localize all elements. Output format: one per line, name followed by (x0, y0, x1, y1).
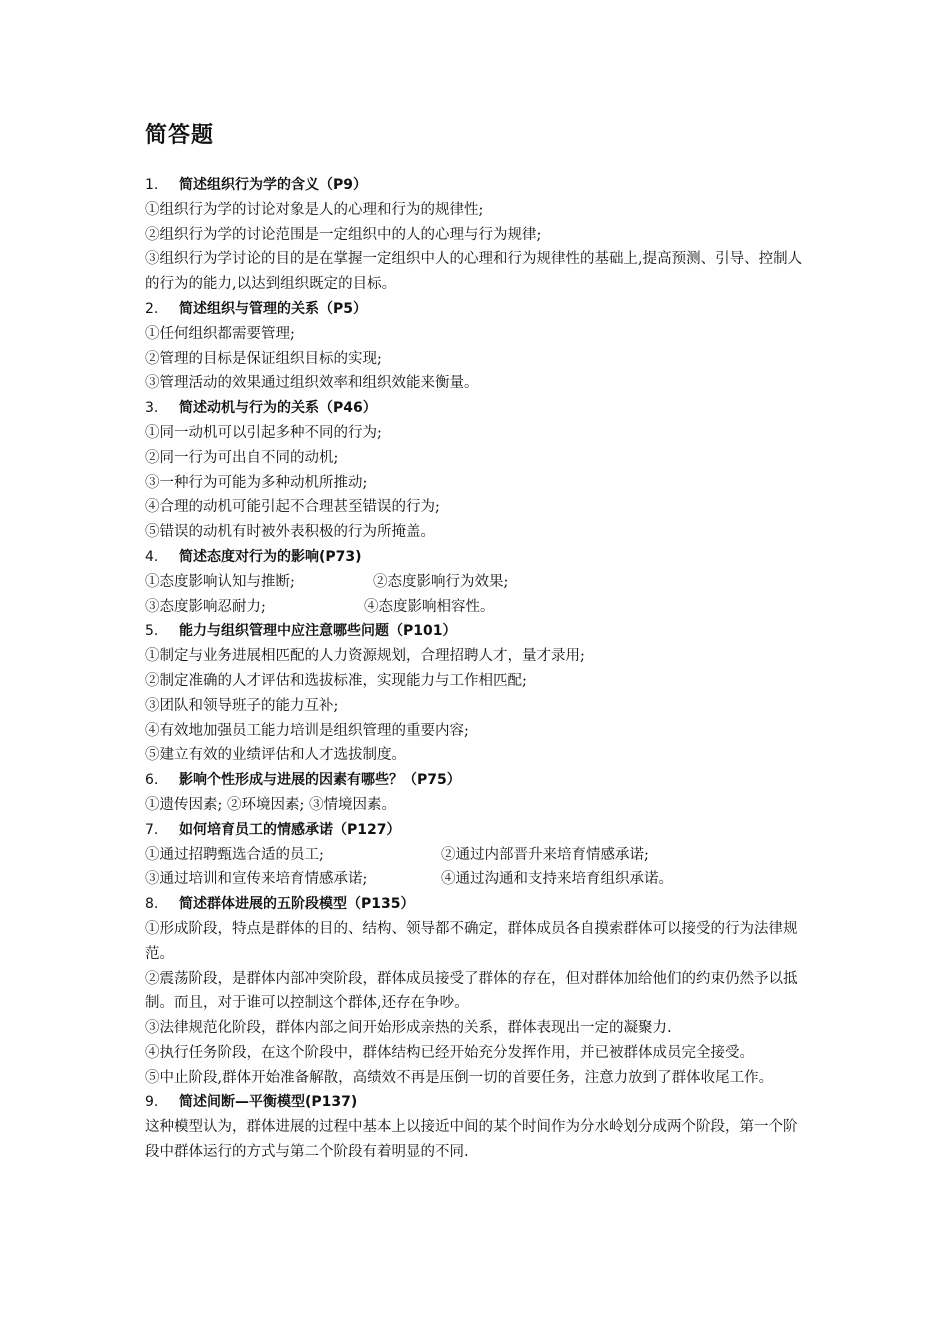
question-heading (145, 396, 810, 421)
question-title: 简述动机与行为的关系（P46） (179, 400, 377, 417)
answer-row (145, 595, 810, 620)
answer-line: ②管理的目标是保证组织目标的实现; (145, 350, 382, 367)
answer-line: ②制定准确的人才评估和选拔标准，实现能力与工作相匹配; (145, 672, 527, 689)
question-heading (145, 545, 810, 570)
answer-line: ①遗传因素; ②环境因素; ③情境因素。 (145, 796, 396, 813)
answer-line: ①制定与业务进展相匹配的人力资源规划，合理招聘人才，量才录用; (145, 648, 585, 665)
question-title: 简述间断—平衡模型(P137) (179, 1094, 358, 1111)
question-number: 5. (145, 623, 159, 640)
answer-cell: ②通过内部晋升来培育情感承诺; (441, 846, 649, 863)
answer-line: ①同一动机可以引起多种不同的行为; (145, 424, 382, 441)
question-heading (145, 892, 810, 917)
question-number: 4. (145, 548, 159, 565)
question-4 (145, 545, 810, 619)
answer-cell: ④态度影响相容性。 (364, 598, 495, 615)
answer-line: ④执行任务阶段，在这个阶段中，群体结构已经开始充分发挥作用，并已被群体成员完全接受。 (145, 1044, 754, 1061)
question-title: 简述群体进展的五阶段模型（P135） (179, 896, 415, 913)
answer-cell: ③通过培训和宣传来培育情感承诺; (145, 871, 368, 888)
question-title: 如何培育员工的情感承诺（P127） (179, 821, 401, 838)
question-number: 6. (145, 772, 159, 789)
answer-line: ③组织行为学讨论的目的是在掌握一定组织中人的心理和行为规律性的基础上,提高预测、引导、控制人的行为的能力,以达到组织既定的目标。 (145, 251, 803, 293)
question-9 (145, 1090, 810, 1164)
answer-cell: ②态度影响行为效果; (373, 573, 509, 590)
question-5 (145, 619, 810, 768)
question-heading (145, 1090, 810, 1115)
question-heading (145, 173, 810, 198)
question-title: 简述态度对行为的影响(P73) (179, 548, 362, 565)
question-number: 7. (145, 821, 159, 838)
answer-line: 这种模型认为，群体进展的过程中基本上以接近中间的某个时间作为分水岭划分成两个阶段，第一个阶段中群体运行的方式与第二个阶段有着明显的不同. (145, 1119, 798, 1161)
question-number: 2. (145, 300, 159, 317)
question-8 (145, 892, 810, 1090)
answer-line: ②同一行为可出自不同的动机; (145, 449, 339, 466)
answer-cell: ①通过招聘甄选合适的员工; (145, 846, 324, 863)
question-1 (145, 173, 810, 297)
answer-row (145, 867, 810, 892)
answer-line: ②组织行为学的讨论范围是一定组织中的人的心理与行为规律; (145, 226, 542, 243)
answer-cell: ④通过沟通和支持来培育组织承诺。 (441, 871, 673, 888)
question-number: 9. (145, 1094, 159, 1111)
answer-line: ③法律规范化阶段，群体内部之间开始形成亲热的关系，群体表现出一定的凝聚力. (145, 1020, 672, 1037)
answer-row (145, 570, 810, 595)
answer-line: ⑤中止阶段,群体开始准备解散，高绩效不再是压倒一切的首要任务，注意力放到了群体收尾工作。 (145, 1069, 774, 1086)
answer-line: ①形成阶段，特点是群体的目的、结构、领导都不确定，群体成员各自摸索群体可以接受的行为法律规范。 (145, 920, 798, 962)
question-3 (145, 396, 810, 545)
answer-cell: ①态度影响认知与推断; (145, 573, 295, 590)
answer-line: ③团队和领导班子的能力互补; (145, 697, 339, 714)
answer-line: ④有效地加强员工能力培训是组织管理的重要内容; (145, 722, 469, 739)
question-2 (145, 297, 810, 396)
question-heading (145, 818, 810, 843)
question-7 (145, 818, 810, 892)
answer-row (145, 843, 810, 868)
question-number: 8. (145, 896, 159, 913)
answer-line: ⑤建立有效的业绩评估和人才选拔制度。 (145, 747, 406, 764)
question-title: 简述组织与管理的关系（P5） (179, 300, 368, 317)
question-6 (145, 768, 810, 818)
answer-cell: ③态度影响忍耐力; (145, 598, 266, 615)
answer-line: ⑤错误的动机有时被外表积极的行为所掩盖。 (145, 524, 435, 541)
answer-line: ④合理的动机可能引起不合理甚至错误的行为; (145, 499, 440, 516)
answer-line: ③管理活动的效果通过组织效率和组织效能来衡量。 (145, 375, 479, 392)
answer-line: ①组织行为学的讨论对象是人的心理和行为的规律性; (145, 201, 484, 218)
question-title: 影响个性形成与进展的因素有哪些？（P75） (179, 772, 461, 789)
answer-line: ①任何组织都需要管理; (145, 325, 295, 342)
document-page (145, 118, 810, 1165)
question-title: 简述组织行为学的含义（P9） (179, 177, 368, 193)
answer-line: ②震荡阶段，是群体内部冲突阶段，群体成员接受了群体的存在，但对群体加给他们的约束仍然予以抵制。而且，对于谁可以控制这个群体,还存在争吵。 (145, 970, 798, 1012)
question-number: 1. (145, 177, 159, 193)
question-title: 能力与组织管理中应注意哪些问题（P101） (179, 623, 457, 640)
page-title: 简答题 (145, 123, 215, 148)
answer-line: ③一种行为可能为多种动机所推动; (145, 474, 368, 491)
question-number: 3. (145, 400, 159, 417)
question-heading (145, 297, 810, 322)
question-heading (145, 619, 810, 644)
question-heading (145, 768, 810, 793)
